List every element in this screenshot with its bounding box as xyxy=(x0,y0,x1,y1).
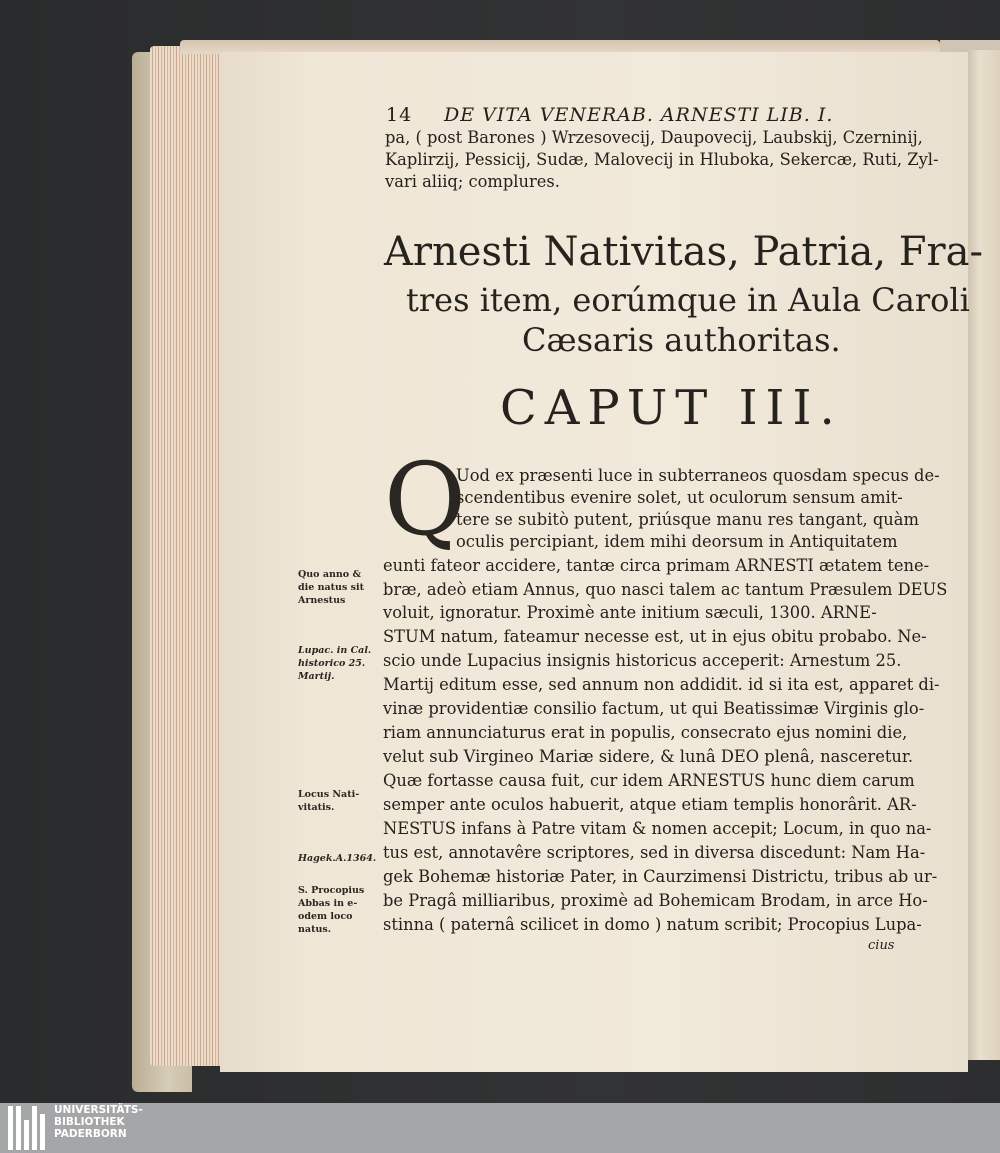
margin-note-line: Martij. xyxy=(298,671,335,682)
margin-note-line: S. Procopius xyxy=(298,885,365,896)
margin-note xyxy=(298,644,371,683)
margin-note xyxy=(298,568,364,607)
catchword: cius xyxy=(868,938,895,953)
chapter-title: CAPUT III. xyxy=(500,380,843,436)
body-line: velut sub Virgineo Mariæ sidere, & lunâ DEO plenâ, nasceretur. xyxy=(383,747,914,766)
right-page-sliver xyxy=(966,50,1000,1060)
margin-note-line: Locus Nati- xyxy=(298,789,360,800)
margin-note-line: Arnestus xyxy=(298,595,346,606)
body-line: voluit, ignoratur. Proximè ante initium sæculi, 1300. ARNE- xyxy=(383,603,877,622)
body-line: tus est, annotavêre scriptores, sed in diversa discedunt: Nam Ha- xyxy=(383,843,926,862)
section-heading-line: Cæsaris authoritas. xyxy=(522,321,841,359)
body-line: be Pragâ milliaribus, proximè ad Bohemicam Brodam, in arce Ho- xyxy=(383,891,928,910)
body-line: NESTUS infans à Patre vitam & nomen accepit; Locum, in quo na- xyxy=(383,819,932,838)
drop-cap: Q xyxy=(384,441,466,558)
margin-note-line: natus. xyxy=(298,924,332,935)
body-line: bræ, adeò etiam Annus, quo nasci talem ac tantum Præsulem DEUS xyxy=(383,580,948,599)
margin-note-line: odem loco xyxy=(298,911,353,922)
body-line: vinæ providentiæ consilio factum, ut qui Beatissimæ Virginis glo- xyxy=(383,699,925,718)
running-header xyxy=(386,104,946,130)
margin-note-line: vitatis. xyxy=(298,802,335,813)
margin-note-line: historico 25. xyxy=(298,658,366,669)
body-line: Martij editum esse, sed annum non addidit. id si ita est, apparet di- xyxy=(383,675,940,694)
running-title: DE VITA VENERAB. ARNESTI LIB. I. xyxy=(444,104,834,126)
margin-note-line: die natus sit xyxy=(298,582,364,593)
body-line: riam annunciaturus erat in populis, consecrato ejus nomini die, xyxy=(383,723,908,742)
margin-note-line: Lupac. in Cal. xyxy=(298,645,372,656)
body-line: STUM natum, fateamur necesse est, ut in ejus obitu probabo. Ne- xyxy=(383,627,927,646)
section-heading-line: tres item, eorúmque in Aula Caroli xyxy=(406,281,970,319)
section-heading-line: Arnesti Nativitas, Patria, Fra- xyxy=(384,229,984,275)
margin-note-line: Abbas in e- xyxy=(298,898,358,909)
body-line: semper ante oculos habuerit, atque etiam templis honorârit. AR- xyxy=(383,795,917,814)
body-line: Uod ex præsenti luce in subterraneos quosdam specus de- xyxy=(456,466,940,485)
body-line: scio unde Lupacius insignis historicus acceperit: Arnestum 25. xyxy=(383,651,902,670)
footer-bar xyxy=(0,1103,1000,1153)
margin-note-line: Quo anno & xyxy=(298,569,362,580)
body-line: Quæ fortasse causa fuit, cur idem ARNESTUS hunc diem carum xyxy=(383,771,915,790)
margin-note xyxy=(298,884,364,936)
body-line: scendentibus evenire solet, ut oculorum sensum amit- xyxy=(456,488,903,507)
body-line: oculis percipiant, idem mihi deorsum in Antiquitatem xyxy=(456,532,898,551)
intro-line: Kaplirzij, Pessicij, Sudæ, Malovecij in Hluboka, Sekercæ, Ruti, Zyl- xyxy=(385,150,939,169)
margin-note-line: Hagek.A.1364. xyxy=(298,853,377,864)
page-stack xyxy=(150,46,230,1066)
body-line: gek Bohemæ historiæ Pater, in Caurzimensi Districtu, tribus ab ur- xyxy=(383,867,938,886)
body-line: stinna ( paternâ scilicet in domo ) natum scribit; Procopius Lupa- xyxy=(383,915,922,934)
intro-line: vari aliiq; complures. xyxy=(385,172,560,191)
institution-name: UNIVERSITÄTS- BIBLIOTHEK PADERBORN xyxy=(54,1104,143,1140)
library-logo-icon xyxy=(8,1106,48,1150)
body-line: tere se subitò putent, priúsque manu res tangant, quàm xyxy=(456,510,919,529)
margin-note xyxy=(298,788,359,814)
margin-note xyxy=(298,852,376,865)
intro-line: pa, ( post Barones ) Wrzesovecij, Daupovecij, Laubskij, Czerninij, xyxy=(385,128,923,147)
body-line: eunti fateor accidere, tantæ circa primam ARNESTI ætatem tene- xyxy=(383,556,930,575)
page-number: 14 xyxy=(386,104,413,126)
